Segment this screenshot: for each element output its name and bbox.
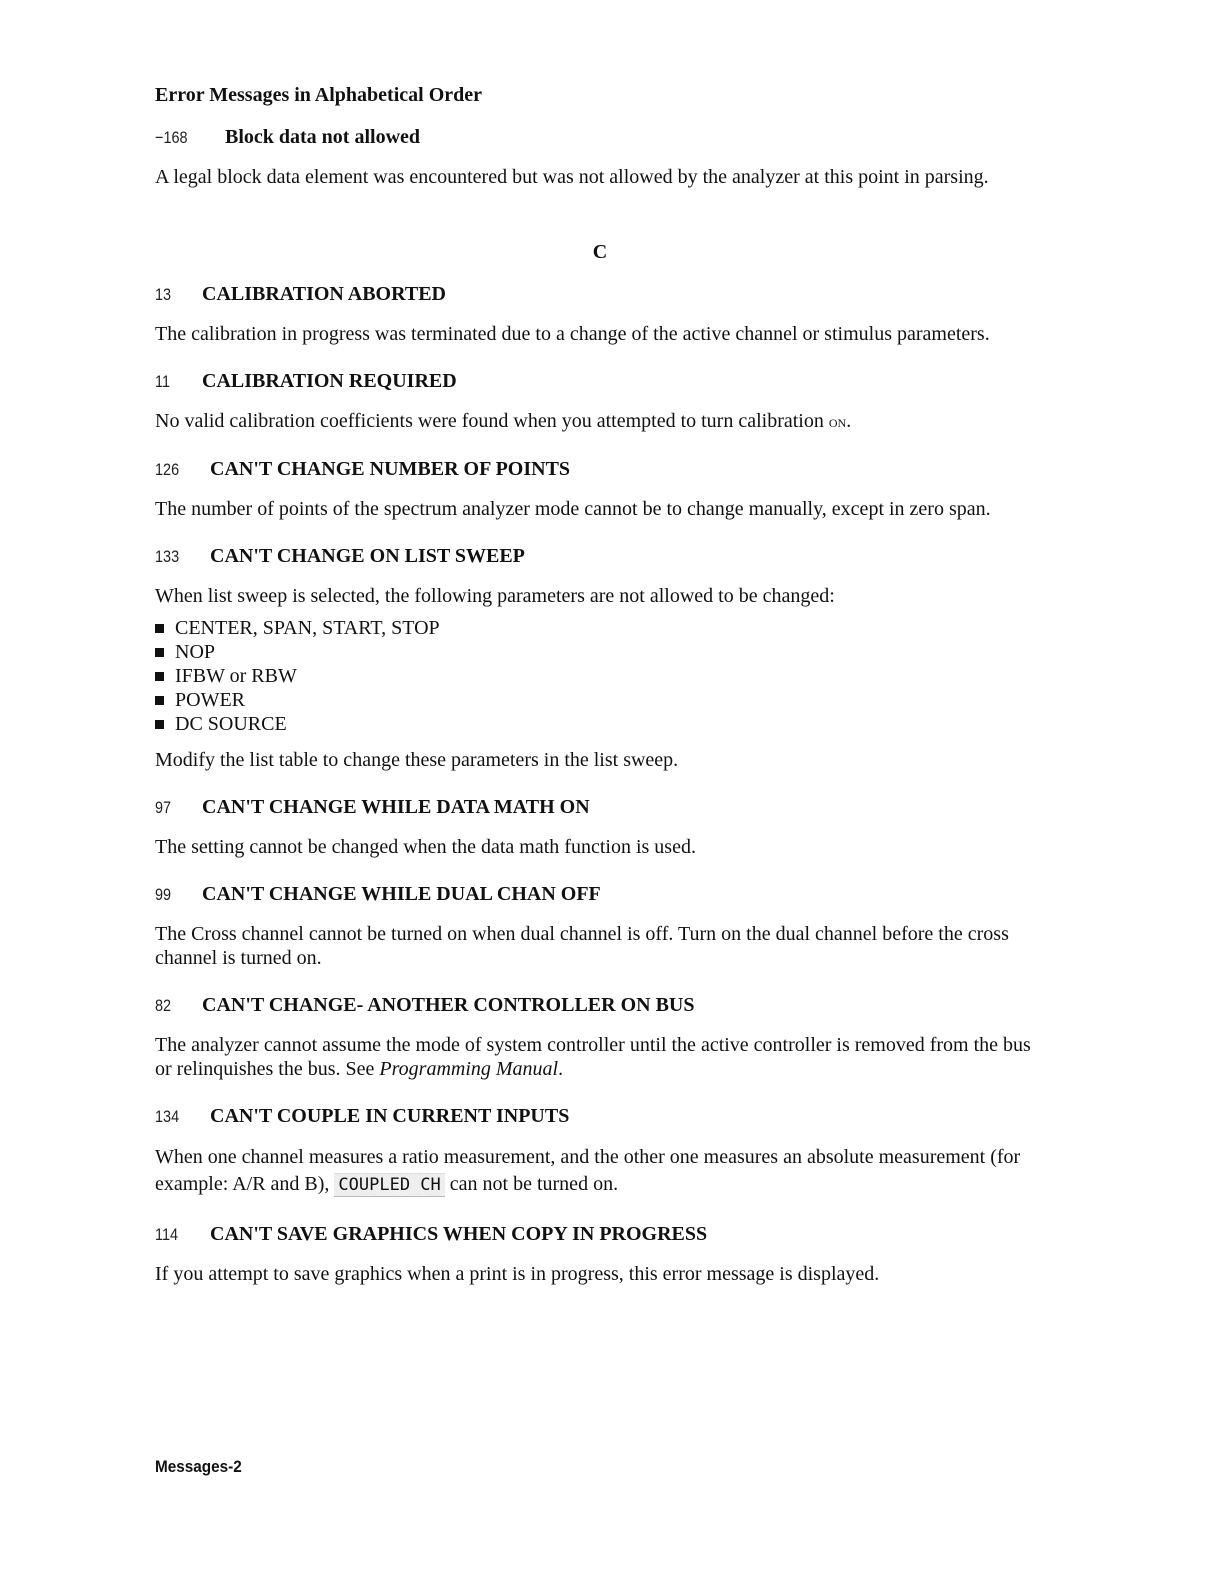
- smallcaps-on: on: [828, 412, 847, 431]
- description-end: .: [558, 1058, 564, 1080]
- list-item-text: IFBW or RBW: [175, 665, 297, 687]
- description-text: No valid calibration coefficients were found when you attempted to turn calibration: [155, 410, 824, 432]
- error-number: 99: [155, 885, 172, 904]
- error-number: 97: [155, 798, 172, 817]
- error-title: CALIBRATION REQUIRED: [202, 370, 457, 392]
- error-number: 82: [155, 996, 172, 1015]
- entry-header-11: [155, 368, 1045, 395]
- error-description: The calibration in progress was terminated due to a change of the active channel or stimulus parameters.: [155, 323, 990, 345]
- list-item: [155, 712, 1045, 736]
- list-item: [155, 688, 1045, 712]
- error-title: CAN'T SAVE GRAPHICS WHEN COPY IN PROGRESS: [210, 1223, 708, 1245]
- error-title: CAN'T CHANGE ON LIST SWEEP: [210, 545, 525, 567]
- description-text: When one channel measures a ratio measurement, and the other one measures an absolute measurement (for example: A/R and B),: [155, 1146, 1021, 1195]
- error-description: [155, 1033, 1045, 1081]
- error-number: 134: [155, 1107, 180, 1126]
- error-description-after: Modify the list table to change these parameters in the list sweep.: [155, 749, 679, 771]
- entry-header-133: [155, 543, 1045, 570]
- entry-header-99: [155, 881, 1045, 908]
- entry-header-97: [155, 794, 1045, 821]
- error-description: The Cross channel cannot be turned on when dual channel is off. Turn on the dual channel before the cross channel is turned on.: [155, 923, 1009, 969]
- square-bullet-icon: [155, 696, 164, 705]
- page-footer: Messages-2: [155, 1457, 242, 1476]
- error-number: 11: [155, 372, 171, 391]
- softkey-coupled-ch: COUPLED CH: [334, 1173, 444, 1197]
- error-description: [155, 409, 1045, 434]
- parameter-list: [155, 616, 1045, 736]
- error-title: CAN'T CHANGE WHILE DATA MATH ON: [202, 796, 590, 818]
- error-number: 133: [155, 547, 180, 566]
- entry-header-114: [155, 1221, 1045, 1248]
- error-description: If you attempt to save graphics when a print is in progress, this error message is displayed.: [155, 1263, 880, 1285]
- square-bullet-icon: [155, 648, 164, 657]
- list-item-text: DC SOURCE: [175, 713, 287, 735]
- list-item: [155, 640, 1045, 664]
- entry-header-126: [155, 456, 1045, 483]
- list-item-text: POWER: [175, 689, 245, 711]
- error-title: CAN'T CHANGE- ANOTHER CONTROLLER ON BUS: [202, 994, 695, 1016]
- entry-header-168: [155, 124, 1045, 151]
- square-bullet-icon: [155, 672, 164, 681]
- square-bullet-icon: [155, 624, 164, 633]
- description-end: can not be turned on.: [449, 1173, 619, 1195]
- error-description: The number of points of the spectrum analyzer mode cannot be to change manually, except in zero span.: [155, 498, 991, 520]
- entry-header-82: [155, 992, 1045, 1019]
- entry-header-13: [155, 281, 1045, 308]
- error-description: The setting cannot be changed when the data math function is used.: [155, 836, 696, 858]
- entry-header-134: [155, 1103, 1045, 1130]
- error-description: When list sweep is selected, the following parameters are not allowed to be changed:: [155, 585, 835, 607]
- error-description: A legal block data element was encountered but was not allowed by the analyzer at this point in parsing.: [155, 166, 989, 188]
- list-item: [155, 664, 1045, 688]
- page-title: Error Messages in Alphabetical Order: [155, 84, 483, 106]
- error-description: [155, 1144, 1045, 1199]
- error-number: −168: [155, 128, 188, 147]
- error-number: 114: [155, 1225, 179, 1244]
- list-item-text: CENTER, SPAN, START, STOP: [175, 617, 440, 639]
- section-letter: C: [592, 241, 608, 263]
- error-number: 13: [155, 285, 172, 304]
- error-title: CAN'T CHANGE NUMBER OF POINTS: [210, 458, 571, 480]
- error-title: Block data not allowed: [225, 126, 421, 148]
- error-title: CAN'T CHANGE WHILE DUAL CHAN OFF: [202, 883, 601, 905]
- square-bullet-icon: [155, 720, 164, 729]
- document-page: [155, 82, 1045, 1308]
- description-end: .: [846, 410, 852, 432]
- manual-reference: Programming Manual: [379, 1058, 559, 1080]
- list-item-text: NOP: [175, 641, 216, 663]
- list-item: [155, 616, 1045, 640]
- error-title: CAN'T COUPLE IN CURRENT INPUTS: [210, 1105, 570, 1127]
- description-text: The analyzer cannot assume the mode of system controller until the active controller is removed from the bus or relinquishes the bus. See: [155, 1034, 1031, 1080]
- error-title: CALIBRATION ABORTED: [202, 283, 446, 305]
- error-number: 126: [155, 460, 180, 479]
